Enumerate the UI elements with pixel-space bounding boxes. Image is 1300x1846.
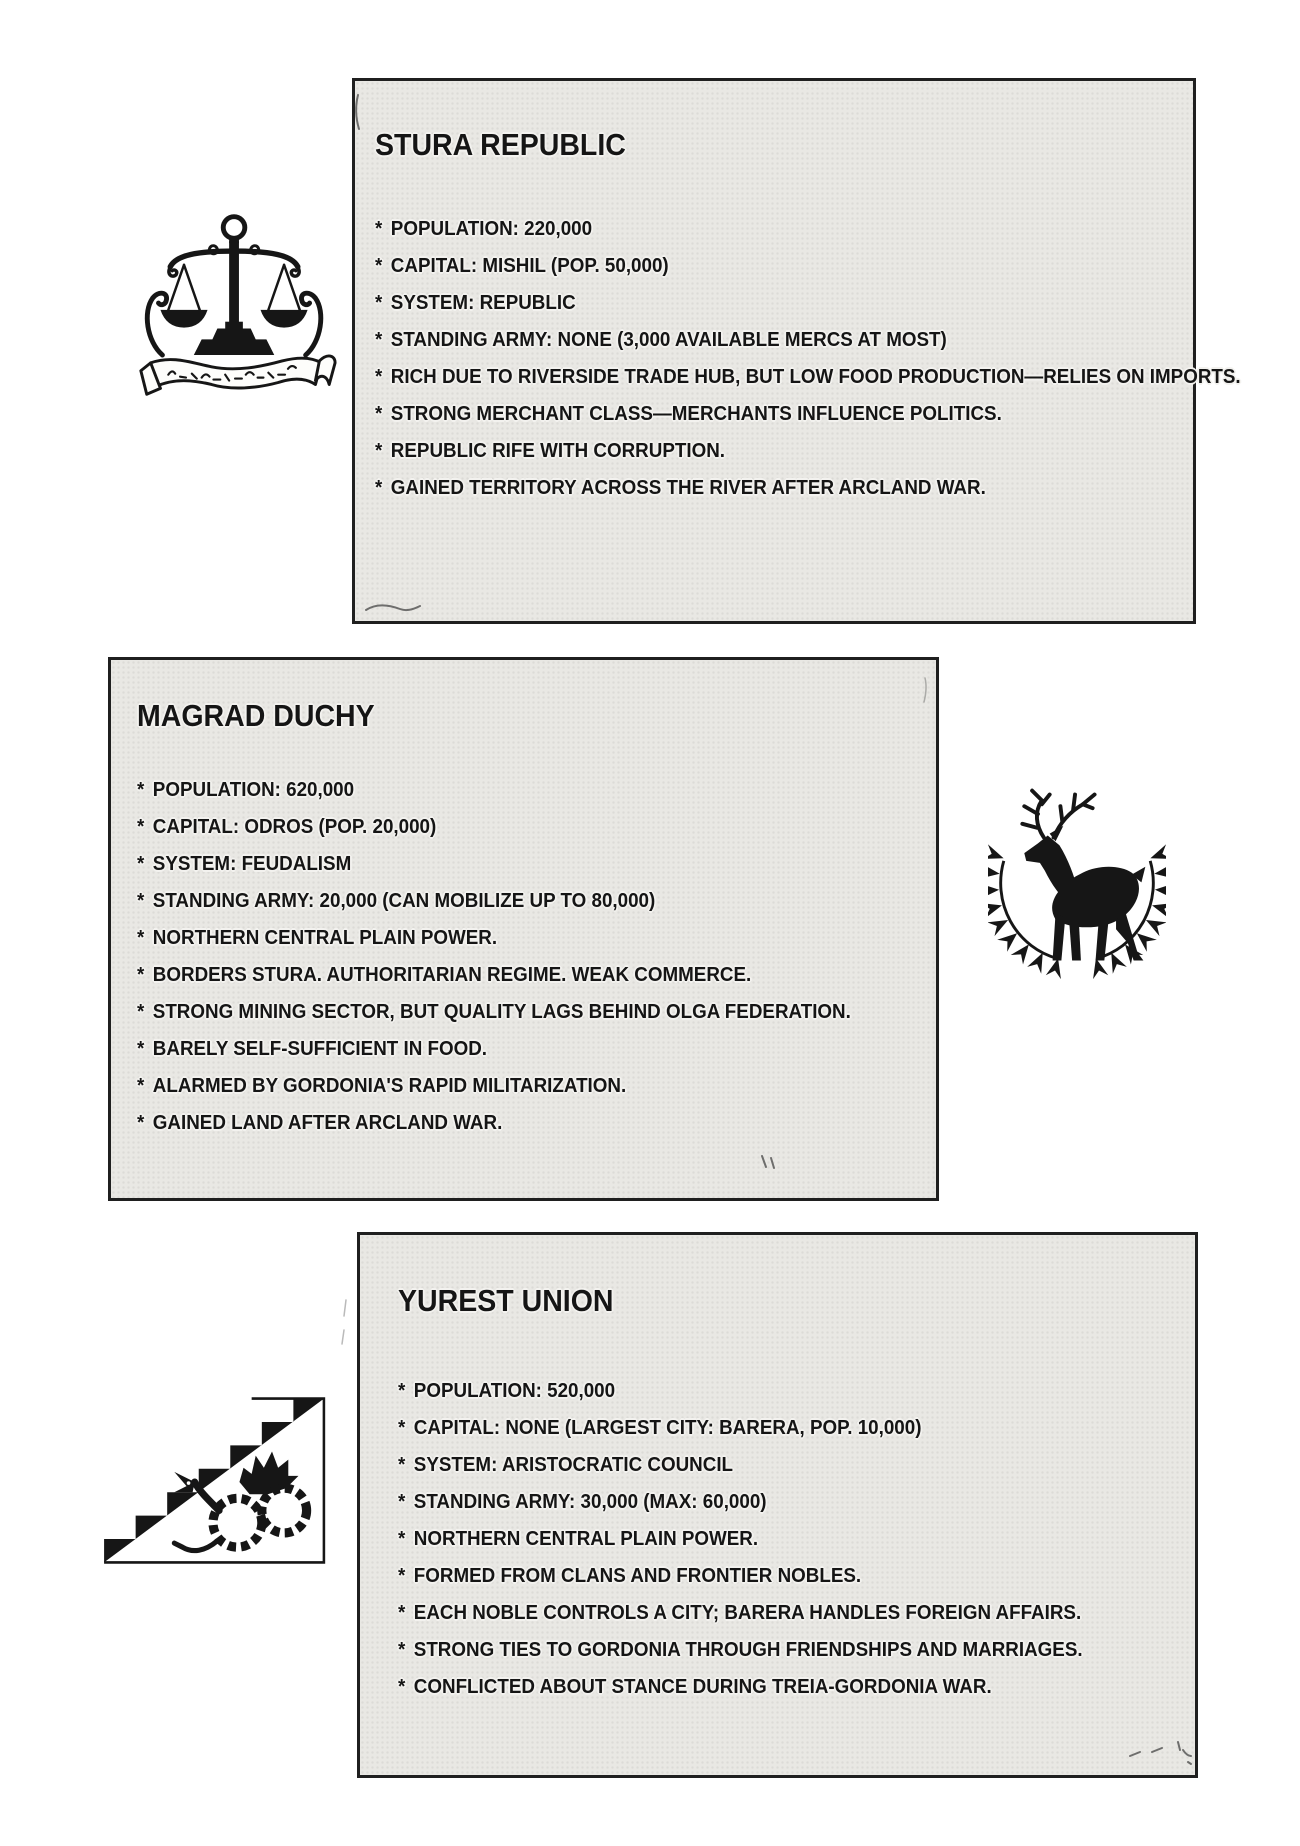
bullet-asterisk: * xyxy=(375,292,383,314)
bullet-asterisk: * xyxy=(137,853,145,875)
fact-text: FORMED FROM CLANS AND FRONTIER NOBLES. xyxy=(413,1565,862,1587)
fact-text: GAINED TERRITORY ACROSS THE RIVER AFTER ARCLAND WAR. xyxy=(390,477,986,499)
bullet-asterisk: * xyxy=(375,255,383,277)
fact-text: SYSTEM: REPUBLIC xyxy=(390,292,576,314)
fact-text: BARELY SELF-SUFFICIENT IN FOOD. xyxy=(152,1038,488,1060)
bullet-asterisk: * xyxy=(398,1454,406,1476)
bullet-asterisk: * xyxy=(137,927,145,949)
bullet-asterisk: * xyxy=(375,218,383,240)
fact-item xyxy=(375,470,1241,507)
fact-item xyxy=(375,211,1241,248)
bullet-asterisk: * xyxy=(137,1001,145,1023)
fact-item xyxy=(137,1031,851,1068)
fact-item xyxy=(398,1558,1083,1595)
bullet-asterisk: * xyxy=(137,1075,145,1097)
bullet-asterisk: * xyxy=(398,1602,406,1624)
fact-item xyxy=(398,1373,1083,1410)
fact-text: GAINED LAND AFTER ARCLAND WAR. xyxy=(152,1112,503,1134)
fact-item xyxy=(137,994,851,1031)
fact-item xyxy=(137,772,851,809)
bullet-asterisk: * xyxy=(398,1676,406,1698)
fact-item xyxy=(137,846,851,883)
fact-text: POPULATION: 520,000 xyxy=(413,1380,616,1402)
fact-text: CAPITAL: ODROS (POP. 20,000) xyxy=(152,816,437,838)
fact-item xyxy=(398,1632,1083,1669)
fact-item xyxy=(375,433,1241,470)
fact-text: REPUBLIC RIFE WITH CORRUPTION. xyxy=(390,440,726,462)
fact-text: STANDING ARMY: 30,000 (MAX: 60,000) xyxy=(413,1491,767,1513)
panel-title: MAGRAD DUCHY xyxy=(137,698,375,733)
fact-text: STANDING ARMY: 20,000 (CAN MOBILIZE UP TO 80,000) xyxy=(152,890,656,912)
fact-text: STRONG MERCHANT CLASS—MERCHANTS INFLUENCE POLITICS. xyxy=(390,403,1002,425)
fact-item xyxy=(398,1595,1083,1632)
fact-item xyxy=(137,920,851,957)
bullet-asterisk: * xyxy=(137,779,145,801)
fact-item xyxy=(137,809,851,846)
panel-title: YUREST UNION xyxy=(398,1283,614,1318)
bullet-asterisk: * xyxy=(398,1491,406,1513)
fact-text: POPULATION: 620,000 xyxy=(152,779,355,801)
fact-text: CAPITAL: MISHIL (POP. 50,000) xyxy=(390,255,669,277)
fact-item xyxy=(398,1669,1083,1706)
stag-in-laurel-wreath-icon xyxy=(988,775,1166,980)
bullet-asterisk: * xyxy=(375,329,383,351)
fact-text: NORTHERN CENTRAL PLAIN POWER. xyxy=(152,927,498,949)
fact-text: SYSTEM: FEUDALISM xyxy=(152,853,352,875)
winged-serpent xyxy=(174,1452,306,1551)
bullet-asterisk: * xyxy=(137,816,145,838)
bullet-asterisk: * xyxy=(137,1112,145,1134)
bullet-asterisk: * xyxy=(375,403,383,425)
fact-item xyxy=(375,285,1241,322)
panel-magrad-duchy xyxy=(108,657,939,1201)
fact-text: STRONG TIES TO GORDONIA THROUGH FRIENDSHIPS AND MARRIAGES. xyxy=(413,1639,1083,1661)
fact-item xyxy=(375,322,1241,359)
fact-text: SYSTEM: ARISTOCRATIC COUNCIL xyxy=(413,1454,734,1476)
fact-text: EACH NOBLE CONTROLS A CITY; BARERA HANDLES FOREIGN AFFAIRS. xyxy=(413,1602,1082,1624)
ribbon-banner xyxy=(141,356,335,394)
panel-title: STURA REPUBLIC xyxy=(375,127,626,162)
bullet-asterisk: * xyxy=(398,1565,406,1587)
fact-text: STANDING ARMY: NONE (3,000 AVAILABLE MERCS AT MOST) xyxy=(390,329,947,351)
bullet-asterisk: * xyxy=(398,1639,406,1661)
fact-list xyxy=(398,1373,1126,1706)
bullet-asterisk: * xyxy=(375,440,383,462)
fact-text: BORDERS STURA. AUTHORITARIAN REGIME. WEAK COMMERCE. xyxy=(152,964,752,986)
fact-item xyxy=(137,957,851,994)
fact-item xyxy=(375,359,1241,396)
bullet-asterisk: * xyxy=(137,964,145,986)
fact-text: POPULATION: 220,000 xyxy=(390,218,593,240)
fact-item xyxy=(137,1068,851,1105)
fact-item xyxy=(398,1484,1083,1521)
fact-item xyxy=(398,1410,1083,1447)
scales-of-justice-icon xyxy=(133,206,339,406)
fact-text: RICH DUE TO RIVERSIDE TRADE HUB, BUT LOW FOOD PRODUCTION—RELIES ON IMPORTS. xyxy=(390,366,1241,388)
fact-list xyxy=(137,772,896,1142)
fact-item xyxy=(375,396,1241,433)
fact-text: STRONG MINING SECTOR, BUT QUALITY LAGS BEHIND OLGA FEDERATION. xyxy=(152,1001,851,1023)
bullet-asterisk: * xyxy=(137,890,145,912)
fact-item xyxy=(137,1105,851,1142)
antlers xyxy=(1022,791,1094,838)
fact-item xyxy=(375,248,1241,285)
fact-text: ALARMED BY GORDONIA'S RAPID MILITARIZATION. xyxy=(152,1075,627,1097)
bullet-asterisk: * xyxy=(398,1417,406,1439)
panel-stura-republic xyxy=(352,78,1241,624)
bullet-asterisk: * xyxy=(398,1528,406,1550)
bullet-asterisk: * xyxy=(137,1038,145,1060)
fact-text: NORTHERN CENTRAL PLAIN POWER. xyxy=(413,1528,759,1550)
fact-text: CAPITAL: NONE (LARGEST CITY: BARERA, POP. 10,000) xyxy=(413,1417,922,1439)
winged-serpent-on-stairs-icon xyxy=(99,1392,329,1568)
fact-item xyxy=(137,883,851,920)
fact-text: CONFLICTED ABOUT STANCE DURING TREIA-GORDONIA WAR. xyxy=(413,1676,992,1698)
panel-yurest-union xyxy=(357,1232,1198,1778)
stag-silhouette xyxy=(1024,826,1145,961)
fact-list xyxy=(375,211,1296,507)
bullet-asterisk: * xyxy=(375,477,383,499)
fact-item xyxy=(398,1447,1083,1484)
fact-item xyxy=(398,1521,1083,1558)
bullet-asterisk: * xyxy=(375,366,383,388)
bullet-asterisk: * xyxy=(398,1380,406,1402)
